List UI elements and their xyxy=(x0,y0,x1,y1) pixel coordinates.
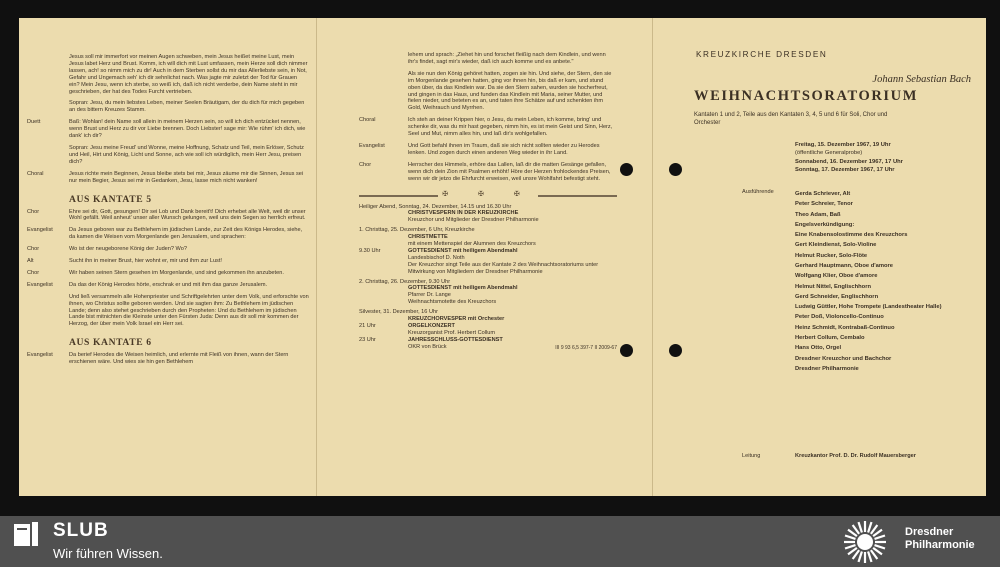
libretto-row xyxy=(27,171,309,185)
performance-dates xyxy=(795,141,979,175)
service-details xyxy=(408,323,617,337)
sunburst-logo-icon xyxy=(840,519,890,565)
performer-entry: Wolfgang Klier, Oboe d'amore xyxy=(795,273,878,280)
performance-date: Sonntag, 17. Dezember 1967, 17 Uhr xyxy=(795,167,895,174)
service-details xyxy=(408,248,617,276)
service-time: 9.30 Uhr xyxy=(359,247,381,254)
service-title: GOTTESDIENST mit heiligem Abendmahl xyxy=(408,247,518,254)
row-gap xyxy=(27,366,309,371)
conductor-name: Kreuzkantor Prof. D. Dr. Rudolf Mauersberger xyxy=(795,453,916,459)
punch-hole-upper xyxy=(669,163,682,176)
service-details xyxy=(408,210,617,224)
service-time xyxy=(359,285,408,306)
libretto-text: Sopran: Jesu meine Freud' und Wonne, meine Hoffnung, Schatz und Teil, mein Erlöser, Schutz und Heil, Hirt und König, Licht und Sonne, ach wie soll ich würdiglich, mein Herr Jesu, preisen dich? xyxy=(69,144,304,165)
performer-entry: Ludwig Güttler, Hohe Trompete (Landestheater Halle) xyxy=(795,304,942,311)
performer-entry: Dresdner Kreuzchor und Bachchor xyxy=(795,355,892,362)
libretto-row xyxy=(359,52,617,66)
service-entry xyxy=(359,323,617,337)
performers-block xyxy=(694,189,979,374)
performance-date: Freitag, 15. Dezember 1967, 19 Uhr xyxy=(795,141,891,148)
voice-label: Alt xyxy=(27,258,34,265)
performer-entry: Gert Kleindienst, Solo-Violine xyxy=(795,242,877,249)
libretto-text: Herrscher des Himmels, erhöre das Lallen, laß dir die matten Gesänge gefallen, wenn dich dein Zion mit Psalmen erhöht! Höre der Herzen frohlockendes Preisen, wenn wir dir jetzo die Ehrfurcht erweisen, weil unsre Wohlfahrt befestigt steht. xyxy=(408,161,611,182)
libretto-text: Als sie nun den König gehöret hatten, zogen sie hin. Und siehe, der Stern, den sie im Morgenlande gesehen hatten, ging vor ihnen hin, bis daß er kam, und stund oben über, da das Kindlein war. Da sie den Stern sahen, wurden sie hocherfreut, und gingen in das Haus, und funden das Kindlein mit Maria, seiner Mutter, und fielen nieder, und beteten es an, und taten ihre Schätze auf und schenkten ihm Gold, Weihrauch und Myrrhen. xyxy=(408,70,612,112)
libretto-row xyxy=(27,100,309,114)
libretto-row xyxy=(27,270,309,277)
conductor-block xyxy=(694,453,979,460)
service-details xyxy=(408,285,617,306)
libretto-text: lehem und sprach: „Ziehet hin und forschet fleißig nach dem Kindlein, und wenn ihr's findet, sagt mir's wieder, daß ich auch komme und es anbete." xyxy=(408,52,606,65)
libretto-row xyxy=(359,71,617,112)
libretto-text: Da berief Herodes die Weisen heimlich, und erlernte mit Fleiß von ihnen, wann der Stern erschienen wäre. Und wies sie hin gen Bethlehem xyxy=(69,352,289,366)
performer-entry: Herbert Collum, Cembalo xyxy=(795,335,865,342)
service-time: 21 Uhr xyxy=(359,323,376,329)
performer-entry: Eine Knabensolostimme des Kreuzchors xyxy=(795,232,908,239)
libretto-row xyxy=(359,162,617,183)
service-entry xyxy=(359,316,617,323)
libretto-text: Da Jesus geboren war zu Bethlehem im jüdischen Lande, zur Zeit des Königs Herodes, siehe, da kamen die Weisen vom Morgenlande gen Jerusalem, und sprachen: xyxy=(69,227,303,241)
voice-label: Choral xyxy=(27,170,44,177)
libretto-row xyxy=(359,143,617,157)
title-column xyxy=(694,50,979,490)
service-title: CHRISTMETTE xyxy=(408,234,448,241)
libretto-row xyxy=(27,227,309,241)
service-time xyxy=(359,210,408,224)
service-time xyxy=(359,234,408,248)
row-gap xyxy=(27,328,309,333)
service-note: Landesbischof D. Noth xyxy=(408,254,465,261)
libretto-row xyxy=(27,352,309,366)
performer-entry: Gerhard Hauptmann, Oboe d'amore xyxy=(795,262,894,269)
performer-entry: Dresdner Philharmonie xyxy=(795,365,859,372)
voice-label: Chor xyxy=(359,161,372,168)
libretto-text: Und Gott befahl ihnen im Traum, daß sie sich nicht sollten wieder zu Herodes lenken. Und zogen durch einen anderen Weg wieder in ihr Land. xyxy=(408,142,600,156)
service-entry xyxy=(359,234,617,248)
performance-date: (öffentliche Generalprobe) xyxy=(795,150,863,157)
performer-entry: Helmut Rucker, Solo-Flöte xyxy=(795,252,868,259)
voice-label: Chor xyxy=(27,246,40,253)
libretto-text: Jesus richte mein Beginnen, Jesus bleibe stets bei mir, Jesus zäume mir die Sinnen, Jesus sei nur mein Begier, Jesus sei mir in Gedanken, Jesu, lasse mich nicht wanken! xyxy=(69,170,304,184)
composer-name: Johann Sebastian Bach xyxy=(872,74,971,85)
service-note: mit einem Mettenspiel der Alumnen des Kreuzchors xyxy=(408,241,536,248)
voice-label: Chor xyxy=(27,269,40,276)
voice-label: Evangelist xyxy=(27,352,53,359)
service-time: 23 Uhr xyxy=(359,336,376,343)
performers-label: Ausführende xyxy=(742,188,774,195)
fold-line-right xyxy=(652,18,653,496)
row-gap xyxy=(359,183,617,188)
libretto-row xyxy=(27,145,309,166)
libretto-row xyxy=(27,54,309,95)
service-note: Kreuzorganist Prof. Herbert Collum xyxy=(408,329,496,336)
libretto-text: Jesus soll mir immerfort vor meinen Augen schweben, mein Jesus heißet meine Lust, mein Jesus labet Herz und Brust. Komm, ich will dich mit Lust umfassen, mein Herze soll dich nimmer lassen, ach! so nimm mich zu dir! Auch in dem Sterben sollst du mir das Allerliebste sein, in Not, Gefahr und Ungemach seh' ich dir sehnlichst nach. Was jagte mir zuletzt der Tod für Grauen ein? Mein Jesu, wenn ich sterbe, so weiß ich, daß ich nicht verderbe, dein Name steht in mir geschrieben, der hat des Todes Furcht vertrieben. xyxy=(69,54,308,95)
libretto-row xyxy=(27,258,309,265)
voice-label xyxy=(359,52,408,66)
voice-label xyxy=(27,100,69,114)
service-title: ORGELKONZERT xyxy=(408,323,455,329)
work-subtitle: Kantaten 1 und 2, Teile aus den Kantaten 3, 4, 5 und 6 für Soli, Chor und Orchester xyxy=(694,111,888,126)
service-note: Der Kreuzchor singt Teile aus der Kantate 2 des Weihnachtsoratoriums unter Mitwirkung von Mitgliedern der Dresdner Philharmonie xyxy=(408,261,599,275)
voice-label: Choral xyxy=(359,117,376,124)
service-note: OKR von Brück xyxy=(408,343,447,350)
service-note: Weihnachtsmotette des Kreuzchors xyxy=(408,299,497,306)
libretto-row xyxy=(27,119,309,140)
libretto-text: Ich steh an deiner Krippen hier, o Jesu, du mein Leben, ich komme, bring' und schenke dir, was du mir hast gegeben, nimm hin, es ist mein Geist und Sinn, Herz, Seel und Mut, nimm alles hin, und laß dir's wohlgefallen. xyxy=(408,117,613,138)
performer-entry: Gerda Schriever, Alt xyxy=(795,190,851,197)
work-title: WEIHNACHTSORATORIUM xyxy=(694,87,919,104)
performer-entry: Hans Otto, Orgel xyxy=(795,345,842,352)
service-details xyxy=(408,316,617,323)
performer-entry: Gerd Schneider, Englischhorn xyxy=(795,293,879,300)
service-entry xyxy=(359,210,617,224)
libretto-row xyxy=(27,294,309,329)
fold-line-left xyxy=(316,18,317,496)
performers-list xyxy=(795,189,979,374)
libretto-row xyxy=(27,246,309,253)
performer-entry: Peter Schreier, Tenor xyxy=(795,201,853,208)
libretto-text: Wo ist der neugeborene König der Juden? Wo? xyxy=(69,246,187,253)
service-note: Pfarrer Dr. Lange xyxy=(408,292,451,299)
service-title: JAHRESSCHLUSS-GOTTESDIENST xyxy=(408,336,503,343)
church-name: KREUZKIRCHE DRESDEN xyxy=(696,50,828,59)
libretto-text: Baß: Wohlan! dein Name soll allein in meinem Herzen sein, so will ich dich entzücket nennen, wenn Brust und Herz zu dir vor Liebe brennen. Doch Liebster! sage mir: Wie rühm' ich dich, wie dank' ich dir? xyxy=(69,119,306,140)
section-heading-kantate-6: AUS KANTATE 6 xyxy=(69,337,152,349)
voice-label xyxy=(27,145,69,166)
service-details xyxy=(408,234,617,248)
libretto-text: Ehre sei dir, Gott, gesungen! Dir sei Lob und Dank bereit't! Dich erhebet alle Welt, weil dir unser Wohl gefällt. Weil anheut' unser aller Wunsch gelungen, weil uns dein Segen so herrlich erfreut. xyxy=(69,208,306,222)
libretto-row xyxy=(27,282,309,289)
performer-entry: Heinz Schmidt, Kontrabaß-Continuo xyxy=(795,324,895,331)
voice-label: Duett xyxy=(27,119,41,126)
service-date: Silvester, 31. Dezember, 16 Uhr xyxy=(359,309,438,316)
service-entry xyxy=(359,248,617,276)
performer-entry: Theo Adam, Baß xyxy=(795,211,841,218)
libretto-text: Sucht ihn in meiner Brust, hier wohnt er, mir und ihm zur Lust! xyxy=(69,258,222,265)
service-date: 1. Christtag, 25. Dezember, 6 Uhr, Kreuzkirche xyxy=(359,227,475,234)
service-time xyxy=(359,316,408,323)
service-title: CHRISTVESPERN IN DER KREUZKIRCHE xyxy=(408,210,519,217)
punch-hole-lower xyxy=(669,344,682,357)
punch-hole-upper xyxy=(620,163,633,176)
service-entry xyxy=(359,285,617,306)
libretto-row xyxy=(359,117,617,138)
voice-label: Evangelist xyxy=(27,281,53,288)
libretto-text: Und ließ versammeln alle Hohenpriester und Schriftgelehrten unter dem Volk, und erforschte von ihnen, wo Christus sollte geboren werden. Und sie sagten ihm: Zu Bethlehem im jüdischen Lande; denn also stehet geschrieben durch den Propheten: Und du Bethlehem im jüdischen Lande bist mitnichten die Kleinste unter den Fürsten Juda: Denn aus dir soll mir kommen der Herzog, der über mein Volk Israel ein Herr sei. xyxy=(69,293,309,328)
punch-hole-lower xyxy=(620,344,633,357)
row-gap xyxy=(27,185,309,190)
conductor-label: Leitung xyxy=(742,453,761,459)
service-note: Kreuzchor und Mitglieder der Dresdner Philharmonie xyxy=(408,217,539,224)
section-heading-kantate-5: AUS KANTATE 5 xyxy=(69,193,152,205)
libretto-text: Wir haben seinen Stern gesehen im Morgenlande, und sind gekommen ihn anzubeten. xyxy=(69,269,284,276)
voice-label: Evangelist xyxy=(27,227,53,234)
ornament-divider: ✠ ✠ ✠ xyxy=(359,195,617,197)
voice-label: Chor xyxy=(27,208,40,215)
performer-entry: Engelsverkündigung: xyxy=(795,221,855,228)
voice-label xyxy=(27,54,69,95)
service-date: Heiliger Abend, Sonntag, 24. Dezember, 14.15 und 16.30 Uhr xyxy=(359,203,512,210)
libretto-text: Sopran: Jesu, du mein liebstes Leben, meiner Seelen Bräutigam, der du dich für mich gegeben an des bittern Kreuzes Stamm. xyxy=(69,100,305,114)
print-code: III 9 93 6,5 397-7 II 2009-67 xyxy=(555,344,617,351)
libretto-column-left xyxy=(27,54,309,492)
service-date: 2. Christtag, 26. Dezember, 9.30 Uhr xyxy=(359,278,451,285)
slub-name: SLUB xyxy=(53,520,109,541)
voice-label xyxy=(27,294,69,329)
voice-label xyxy=(359,71,408,112)
dresdner-philharmonie-name: Dresdner Philharmonie xyxy=(905,526,975,551)
libretto-and-services-column xyxy=(359,52,617,490)
slub-tagline: Wir führen Wissen. xyxy=(53,546,163,561)
voice-label: Evangelist xyxy=(359,142,385,149)
service-title: KREUZCHORVESPER mit Orchester xyxy=(408,316,505,323)
libretto-text: Da das der König Herodes hörte, erschrak er und mit ihm das ganze Jerusalem. xyxy=(69,281,268,288)
footer-banner xyxy=(0,516,1000,567)
slub-book-icon xyxy=(12,520,40,548)
libretto-row xyxy=(27,209,309,223)
program-sheet xyxy=(19,18,986,496)
performance-date: Sonnabend, 16. Dezember 1967, 17 Uhr xyxy=(795,158,903,165)
performer-entry: Helmut Nittel, Englischhorn xyxy=(795,283,872,290)
service-title: GOTTESDIENST mit heiligem Abendmahl xyxy=(408,285,518,292)
performer-entry: Peter Doß, Violoncello-Continuo xyxy=(795,314,884,321)
